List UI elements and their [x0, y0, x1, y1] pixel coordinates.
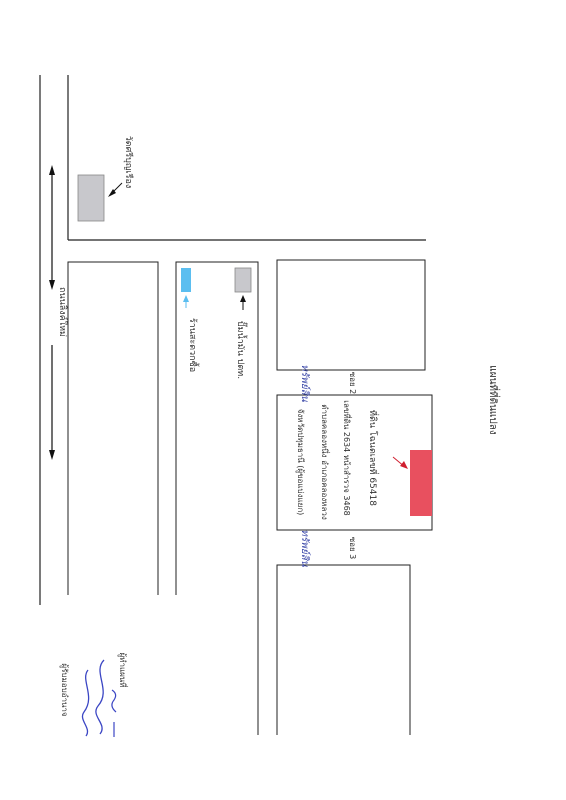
- land-label: ที่ดิน โฉนดเลขที่ 65418: [367, 410, 377, 506]
- land-location: ตำบลคลองหนึ่ง อำเภอคลองหลวง: [320, 404, 329, 520]
- arrow-down-icon-1: [49, 280, 55, 290]
- block-right-bottom: [277, 565, 410, 735]
- land-area: เลขที่ดิน 2634 หน้าสำรวจ 3468: [342, 400, 351, 516]
- block-right-top: [277, 260, 425, 370]
- signer-title: ผู้ทำแผนที่: [118, 652, 127, 688]
- soi3-handwritten: ทรัพย์สิน: [299, 529, 310, 567]
- main-road-label: ถนนลิงค์ใหม่: [57, 287, 67, 337]
- map-title: แผนที่ที่ดินแปลง: [487, 365, 498, 435]
- soi2-label: ซอย 2: [348, 371, 357, 395]
- temple-label: วัดศรีบุญเรือง: [123, 135, 133, 189]
- soi2-handwritten: ทรัพย์สิน: [299, 364, 310, 402]
- gas-station-building: [235, 268, 251, 292]
- land-marker: [410, 450, 432, 516]
- arrow-up-icon: [49, 165, 55, 175]
- land-province: จังหวัดปทุมธานี (ผู้ขอแบ่งแยก): [296, 408, 305, 516]
- temple-building: [78, 175, 104, 221]
- land-arrow-icon: [400, 461, 408, 469]
- soi3-label: ซอย 3: [348, 536, 357, 560]
- shop-arrow-icon: [183, 295, 189, 302]
- gas-station-label: ปั๊มน้ำมัน ปตท.: [235, 320, 245, 380]
- shop-marker: [181, 268, 191, 292]
- shop-label: ร้านสะดวกซื้อ: [187, 317, 197, 373]
- left-block: [68, 262, 158, 595]
- signer-position: ผู้รับมอบอำนาจ: [60, 663, 69, 717]
- arrow-down-icon-2: [49, 450, 55, 460]
- gas-station-arrow-icon: [240, 295, 246, 302]
